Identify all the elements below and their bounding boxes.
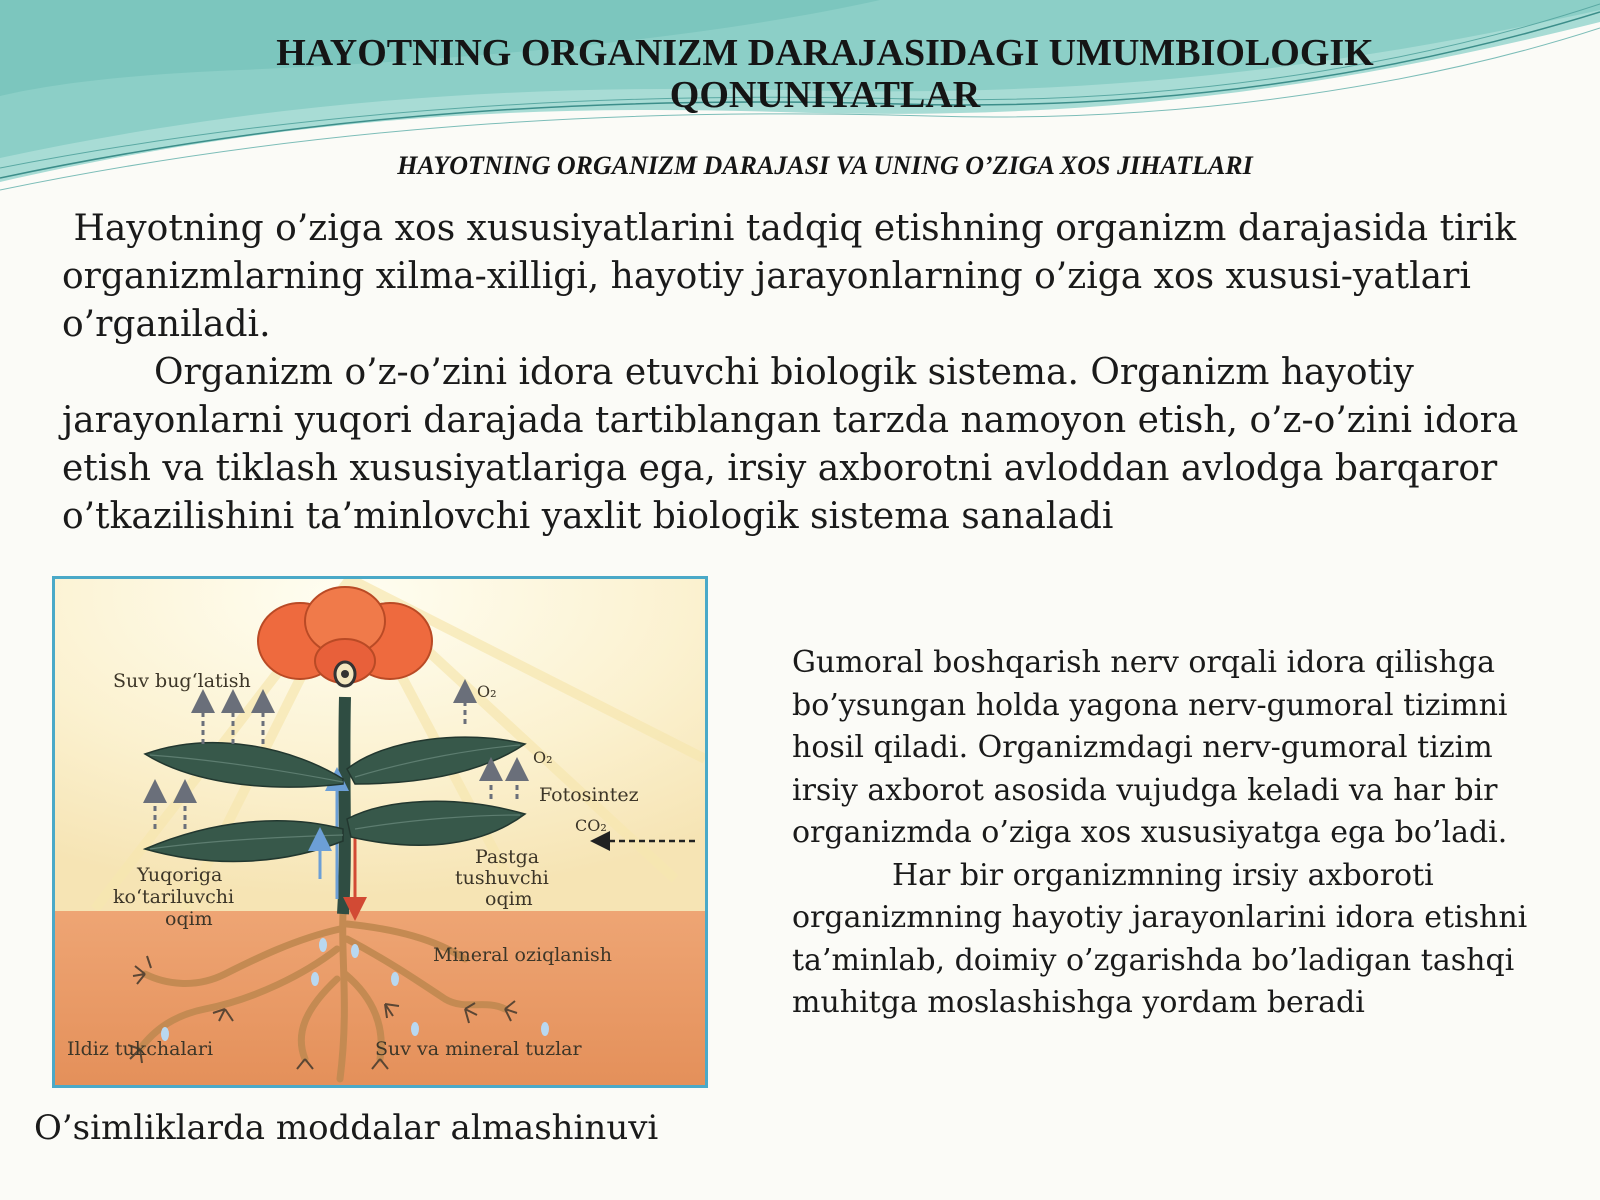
label-down-flow-3: oqim — [485, 888, 533, 910]
label-root-hairs: Ildiz tukchalari — [67, 1038, 214, 1060]
label-up-flow-3: oqim — [165, 908, 213, 930]
intro-paragraph-2: Organizm o’z-o’zini idora etuvchi biologik sistema. Organizm hayotiy jarayonlarni yuqori darajada tartiblangan tarzda namoyon etish, o’z-o’zini idora etish va tiklash xususiyatlariga ega, irsiy axborotni avloddan avlodga barqaror o’tkazilishini ta’minlovchi yaxlit biologik sistema sanaladi — [62, 352, 1519, 537]
label-photosynthesis: Fotosintez — [539, 784, 639, 806]
label-transpiration: Suv bug‘latish — [113, 670, 251, 692]
intro-text — [62, 205, 1542, 541]
label-water-minerals: Suv va mineral tuzlar — [375, 1038, 582, 1060]
label-up-flow-2: ko‘tariluvchi — [113, 886, 235, 908]
label-o2-mid: O₂ — [533, 748, 553, 767]
plant-diagram — [55, 579, 705, 1085]
label-mineral-nutrition: Mineral oziqlanish — [433, 944, 612, 966]
figure-caption: O’simliklarda moddalar almashinuvi — [34, 1108, 659, 1148]
side-text — [792, 642, 1532, 1025]
slide-subtitle: HAYOTNING ORGANIZM DARAJASI VA UNING O’ZIGA XOS JIHATLARI — [397, 151, 1253, 180]
side-paragraph-1: Gumoral boshqarish nerv orqali idora qilishga bo’ysungan holda yagona nerv-gumoral tizimni hosil qiladi. Organizmdagi nerv-gumoral tizim irsiy axborot asosida vujudga keladi va har bir organizmda o’ziga xos xususiyatga ega bo’ladi. — [792, 645, 1508, 850]
label-co2: CO₂ — [575, 816, 607, 835]
slide-title-line-1: HAYOTNING ORGANIZM DARAJASIDAGI UMUMBIOLOGIK — [276, 32, 1374, 74]
plant-metabolism-figure — [52, 576, 708, 1088]
label-down-flow-2: tushuvchi — [455, 867, 549, 889]
slide-title-line-2: QONUNIYATLAR — [669, 74, 981, 116]
slide-title — [200, 32, 1450, 116]
intro-paragraph-1: Hayotning o’ziga xos xususiyatlarini tadqiq etishning organizm darajasida tirik organizmlarning xilma-xilligi, hayotiy jarayonlarning o’ziga xos xususi-yatlari o’rganiladi. — [62, 208, 1528, 345]
label-down-flow-1: Pastga — [475, 846, 540, 868]
plant-stem — [343, 697, 345, 914]
label-o2-top: O₂ — [477, 682, 497, 701]
side-paragraph-2: Har bir organizmning irsiy axboroti organizmning hayotiy jarayonlarini idora etishni ta’minlab, doimiy o’zgarishda bo’ladigan tashqi muhitga moslashishga yordam beradi — [792, 857, 1528, 1020]
label-up-flow-1: Yuqoriga — [137, 864, 223, 886]
